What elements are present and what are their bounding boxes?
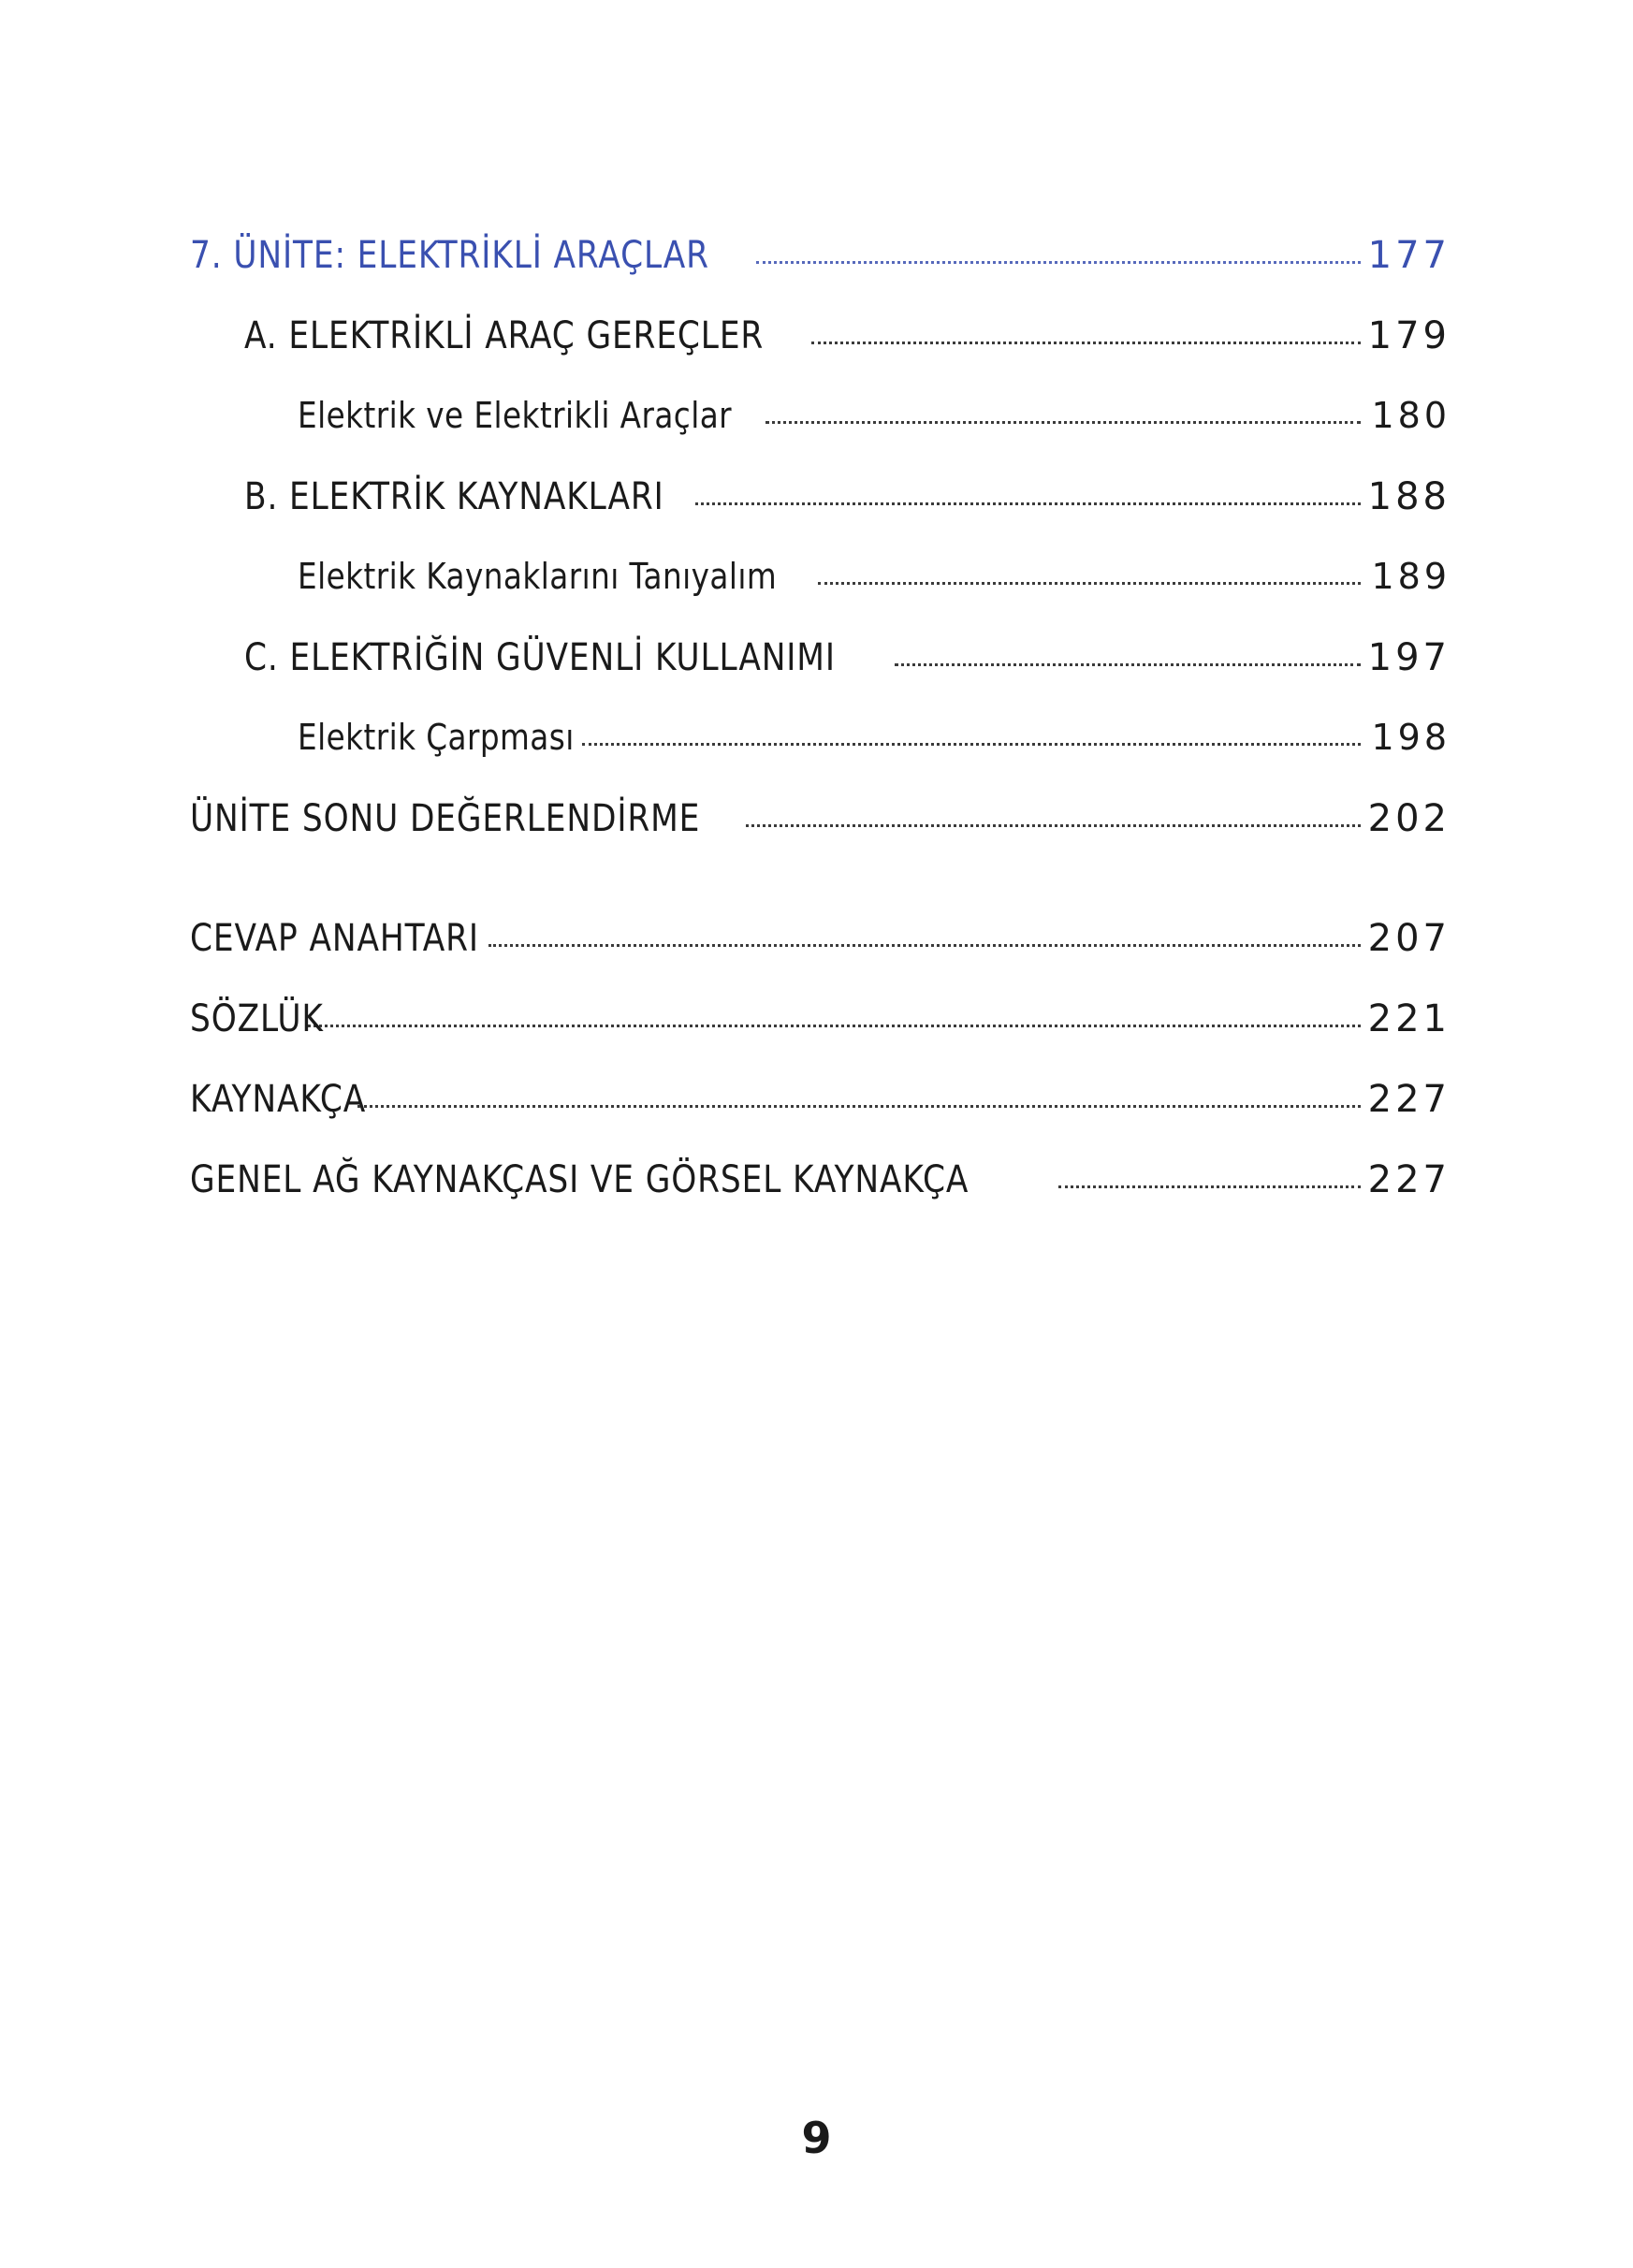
toc-entry-page: 180 — [1371, 395, 1451, 436]
table-of-contents — [190, 234, 1451, 1239]
toc-entry-bibliography[interactable] — [190, 1078, 1451, 1158]
toc-entry-label: A. ELEKTRİKLİ ARAÇ GEREÇLER — [244, 314, 765, 357]
toc-entry-unit-7[interactable] — [190, 234, 1451, 314]
toc-entry-page: 179 — [1367, 314, 1451, 357]
dot-leader — [308, 1024, 1361, 1027]
toc-entry-label: Elektrik Kaynaklarını Tanıyalım — [298, 556, 778, 597]
toc-entry-label: SÖZLÜK — [190, 997, 324, 1040]
dot-leader — [765, 420, 1361, 424]
dot-leader — [582, 742, 1361, 746]
toc-entry-page: 207 — [1367, 917, 1451, 960]
toc-entry-section-c[interactable] — [190, 636, 1451, 717]
toc-entry-subsection[interactable] — [190, 556, 1451, 636]
dot-leader — [811, 341, 1361, 344]
toc-entry-page: 177 — [1367, 234, 1451, 277]
toc-entry-page: 227 — [1367, 1078, 1451, 1121]
dot-leader — [746, 823, 1361, 827]
dot-leader — [357, 1104, 1361, 1108]
toc-entry-label: B. ELEKTRİK KAYNAKLARI — [244, 475, 664, 518]
toc-entry-section-a[interactable] — [190, 314, 1451, 395]
toc-entry-answer-key[interactable] — [190, 917, 1451, 997]
toc-entry-section-b[interactable] — [190, 475, 1451, 556]
dot-leader — [818, 581, 1361, 585]
toc-entry-page: 197 — [1367, 636, 1451, 679]
toc-entry-label: KAYNAKÇA — [190, 1078, 367, 1121]
toc-entry-label: C. ELEKTRİĞİN GÜVENLİ KULLANIMI — [244, 636, 836, 679]
toc-entry-page: 198 — [1371, 717, 1451, 758]
toc-entry-page: 188 — [1367, 475, 1451, 518]
dot-leader — [895, 662, 1361, 666]
toc-entry-page: 227 — [1367, 1158, 1451, 1201]
toc-entry-label: Elektrik ve Elektrikli Araçlar — [298, 395, 733, 436]
toc-entry-subsection[interactable] — [190, 395, 1451, 475]
toc-entry-label: 7. ÜNİTE: ELEKTRİKLİ ARAÇLAR — [190, 234, 709, 277]
toc-entry-label: CEVAP ANAHTARI — [190, 917, 479, 960]
dot-leader — [1058, 1185, 1361, 1188]
dot-leader — [695, 502, 1361, 505]
toc-entry-page: 189 — [1371, 556, 1451, 597]
toc-entry-page: 202 — [1367, 797, 1451, 840]
page-number: 9 — [801, 2113, 832, 2163]
toc-entry-label: Elektrik Çarpması — [298, 717, 575, 758]
toc-entry-label: GENEL AĞ KAYNAKÇASI VE GÖRSEL KAYNAKÇA — [190, 1158, 970, 1201]
toc-entry-unit-review[interactable] — [190, 797, 1451, 878]
dot-leader — [488, 943, 1361, 947]
toc-entry-label: ÜNİTE SONU DEĞERLENDİRME — [190, 797, 701, 840]
toc-entry-web-and-visual-bibliography[interactable] — [190, 1158, 1451, 1239]
toc-entry-page: 221 — [1367, 997, 1451, 1040]
toc-entry-glossary[interactable] — [190, 997, 1451, 1078]
toc-entry-subsection[interactable] — [190, 717, 1451, 797]
dot-leader — [756, 260, 1361, 264]
